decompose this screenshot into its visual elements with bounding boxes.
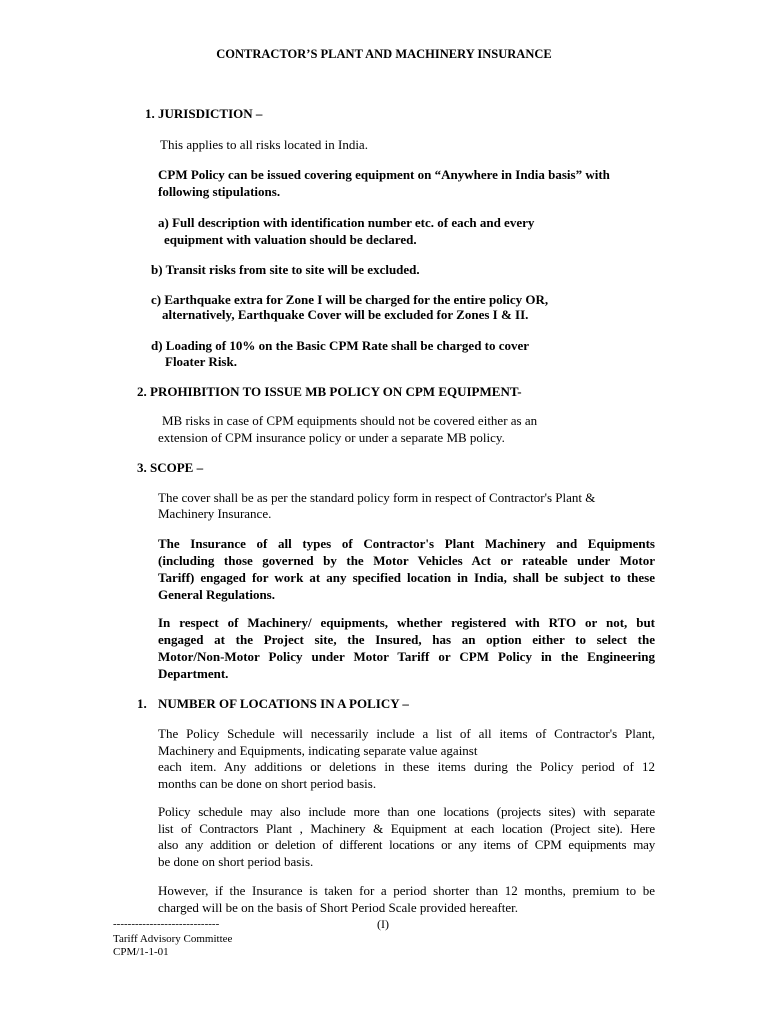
scope-para-2-line-3: Tariff) engaged for work at any specified location in India, shall be subject to these xyxy=(158,570,655,585)
scope-para-1 xyxy=(158,490,655,522)
stipulation-a-line-1: a) Full description with identification number etc. of each and every xyxy=(158,215,535,230)
footer-rule: ----------------------------- xyxy=(113,918,220,930)
locations-para-1-line-3: each item. Any additions or deletions in these items during the Policy period of 12 xyxy=(158,759,655,774)
scope-para-3-line-1: In respect of Machinery/ equipments, whether registered with RTO or not, but xyxy=(158,615,655,630)
scope-para-3-line-2: engaged at the Project site, the Insured, has an option either to select the xyxy=(158,632,655,647)
locations-para-2-line-1: Policy schedule may also include more than one locations (projects sites) with separate xyxy=(158,804,655,819)
footer-code: CPM/1-1-01 xyxy=(113,946,169,958)
jurisdiction-text: This applies to all risks located in India. xyxy=(160,137,368,152)
scope-para-3 xyxy=(158,614,655,682)
locations-para-2-line-4: be done on short period basis. xyxy=(158,853,314,869)
footer-committee: Tariff Advisory Committee xyxy=(113,933,233,945)
prohibition-text-line-1: MB risks in case of CPM equipments should not be covered either as an xyxy=(162,413,538,428)
scope-para-1-line-2: Machinery Insurance. xyxy=(158,506,272,521)
scope-para-3-line-4: Department. xyxy=(158,666,229,681)
locations-para-3 xyxy=(158,883,655,916)
cpm-policy-line-2: following stipulations. xyxy=(158,184,281,199)
scope-para-1-line-1: The cover shall be as per the standard policy form in respect of Contractor's Plant & xyxy=(158,490,596,505)
locations-para-2-line-2: list of Contractors Plant , Machinery & Equipment at each location (Project site). Here xyxy=(158,820,655,836)
locations-para-1-line-2: Machinery and Equipments, indicating separate value against xyxy=(158,742,478,758)
locations-para-2-line-3: also any addition or deletion of different locations or any items of CPM equipments may xyxy=(158,837,655,852)
stipulation-c-line-1: c) Earthquake extra for Zone I will be charged for the entire policy OR, xyxy=(151,292,549,307)
cpm-policy-line-1: CPM Policy can be issued covering equipment on “Anywhere in India basis” with xyxy=(158,167,610,182)
stipulation-d-line-2: Floater Risk. xyxy=(165,354,237,369)
prohibition-text-line-2: extension of CPM insurance policy or under a separate MB policy. xyxy=(158,430,505,445)
stipulation-d-line-1: d) Loading of 10% on the Basic CPM Rate shall be charged to cover xyxy=(151,338,530,353)
stipulation-b: b) Transit risks from site to site will be excluded. xyxy=(151,262,420,277)
scope-para-3-line-3: Motor/Non-Motor Policy under Motor Tariff or CPM Policy in the Engineering xyxy=(158,649,655,664)
locations-para-1 xyxy=(158,726,655,792)
stipulation-a-line-2: equipment with valuation should be declared. xyxy=(164,232,417,247)
section-heading-prohibition: 2. PROHIBITION TO ISSUE MB POLICY ON CPM EQUIPMENT- xyxy=(137,384,522,399)
page-number: (I) xyxy=(377,917,389,931)
locations-para-3-line-1: However, if the Insurance is taken for a period shorter than 12 months, premium to be xyxy=(158,883,655,898)
scope-para-2-line-2: (including those governed by the Motor Vehicles Act or rateable under Motor xyxy=(158,553,655,568)
locations-para-2 xyxy=(158,804,655,870)
locations-para-1-line-4: months can be done on short period basis. xyxy=(158,775,377,791)
page-title: CONTRACTOR’S PLANT AND MACHINERY INSURANCE xyxy=(216,47,552,61)
stipulation-c-line-2: alternatively, Earthquake Cover will be excluded for Zones I & II. xyxy=(162,307,529,322)
section-heading-number: 1. xyxy=(137,696,147,711)
section-heading-scope: 3. SCOPE – xyxy=(137,460,204,475)
locations-para-3-line-2: charged will be on the basis of Short Period Scale provided hereafter. xyxy=(158,899,519,915)
section-heading-jurisdiction: 1. JURISDICTION – xyxy=(145,106,263,121)
section-heading-locations: NUMBER OF LOCATIONS IN A POLICY – xyxy=(158,696,409,711)
scope-para-2-line-4: General Regulations. xyxy=(158,587,275,602)
locations-para-1-line-1: The Policy Schedule will necessarily include a list of all items of Contractor's Plant, xyxy=(158,726,655,741)
scope-para-2 xyxy=(158,535,655,603)
scope-para-2-line-1: The Insurance of all types of Contractor's Plant Machinery and Equipments xyxy=(158,536,655,551)
